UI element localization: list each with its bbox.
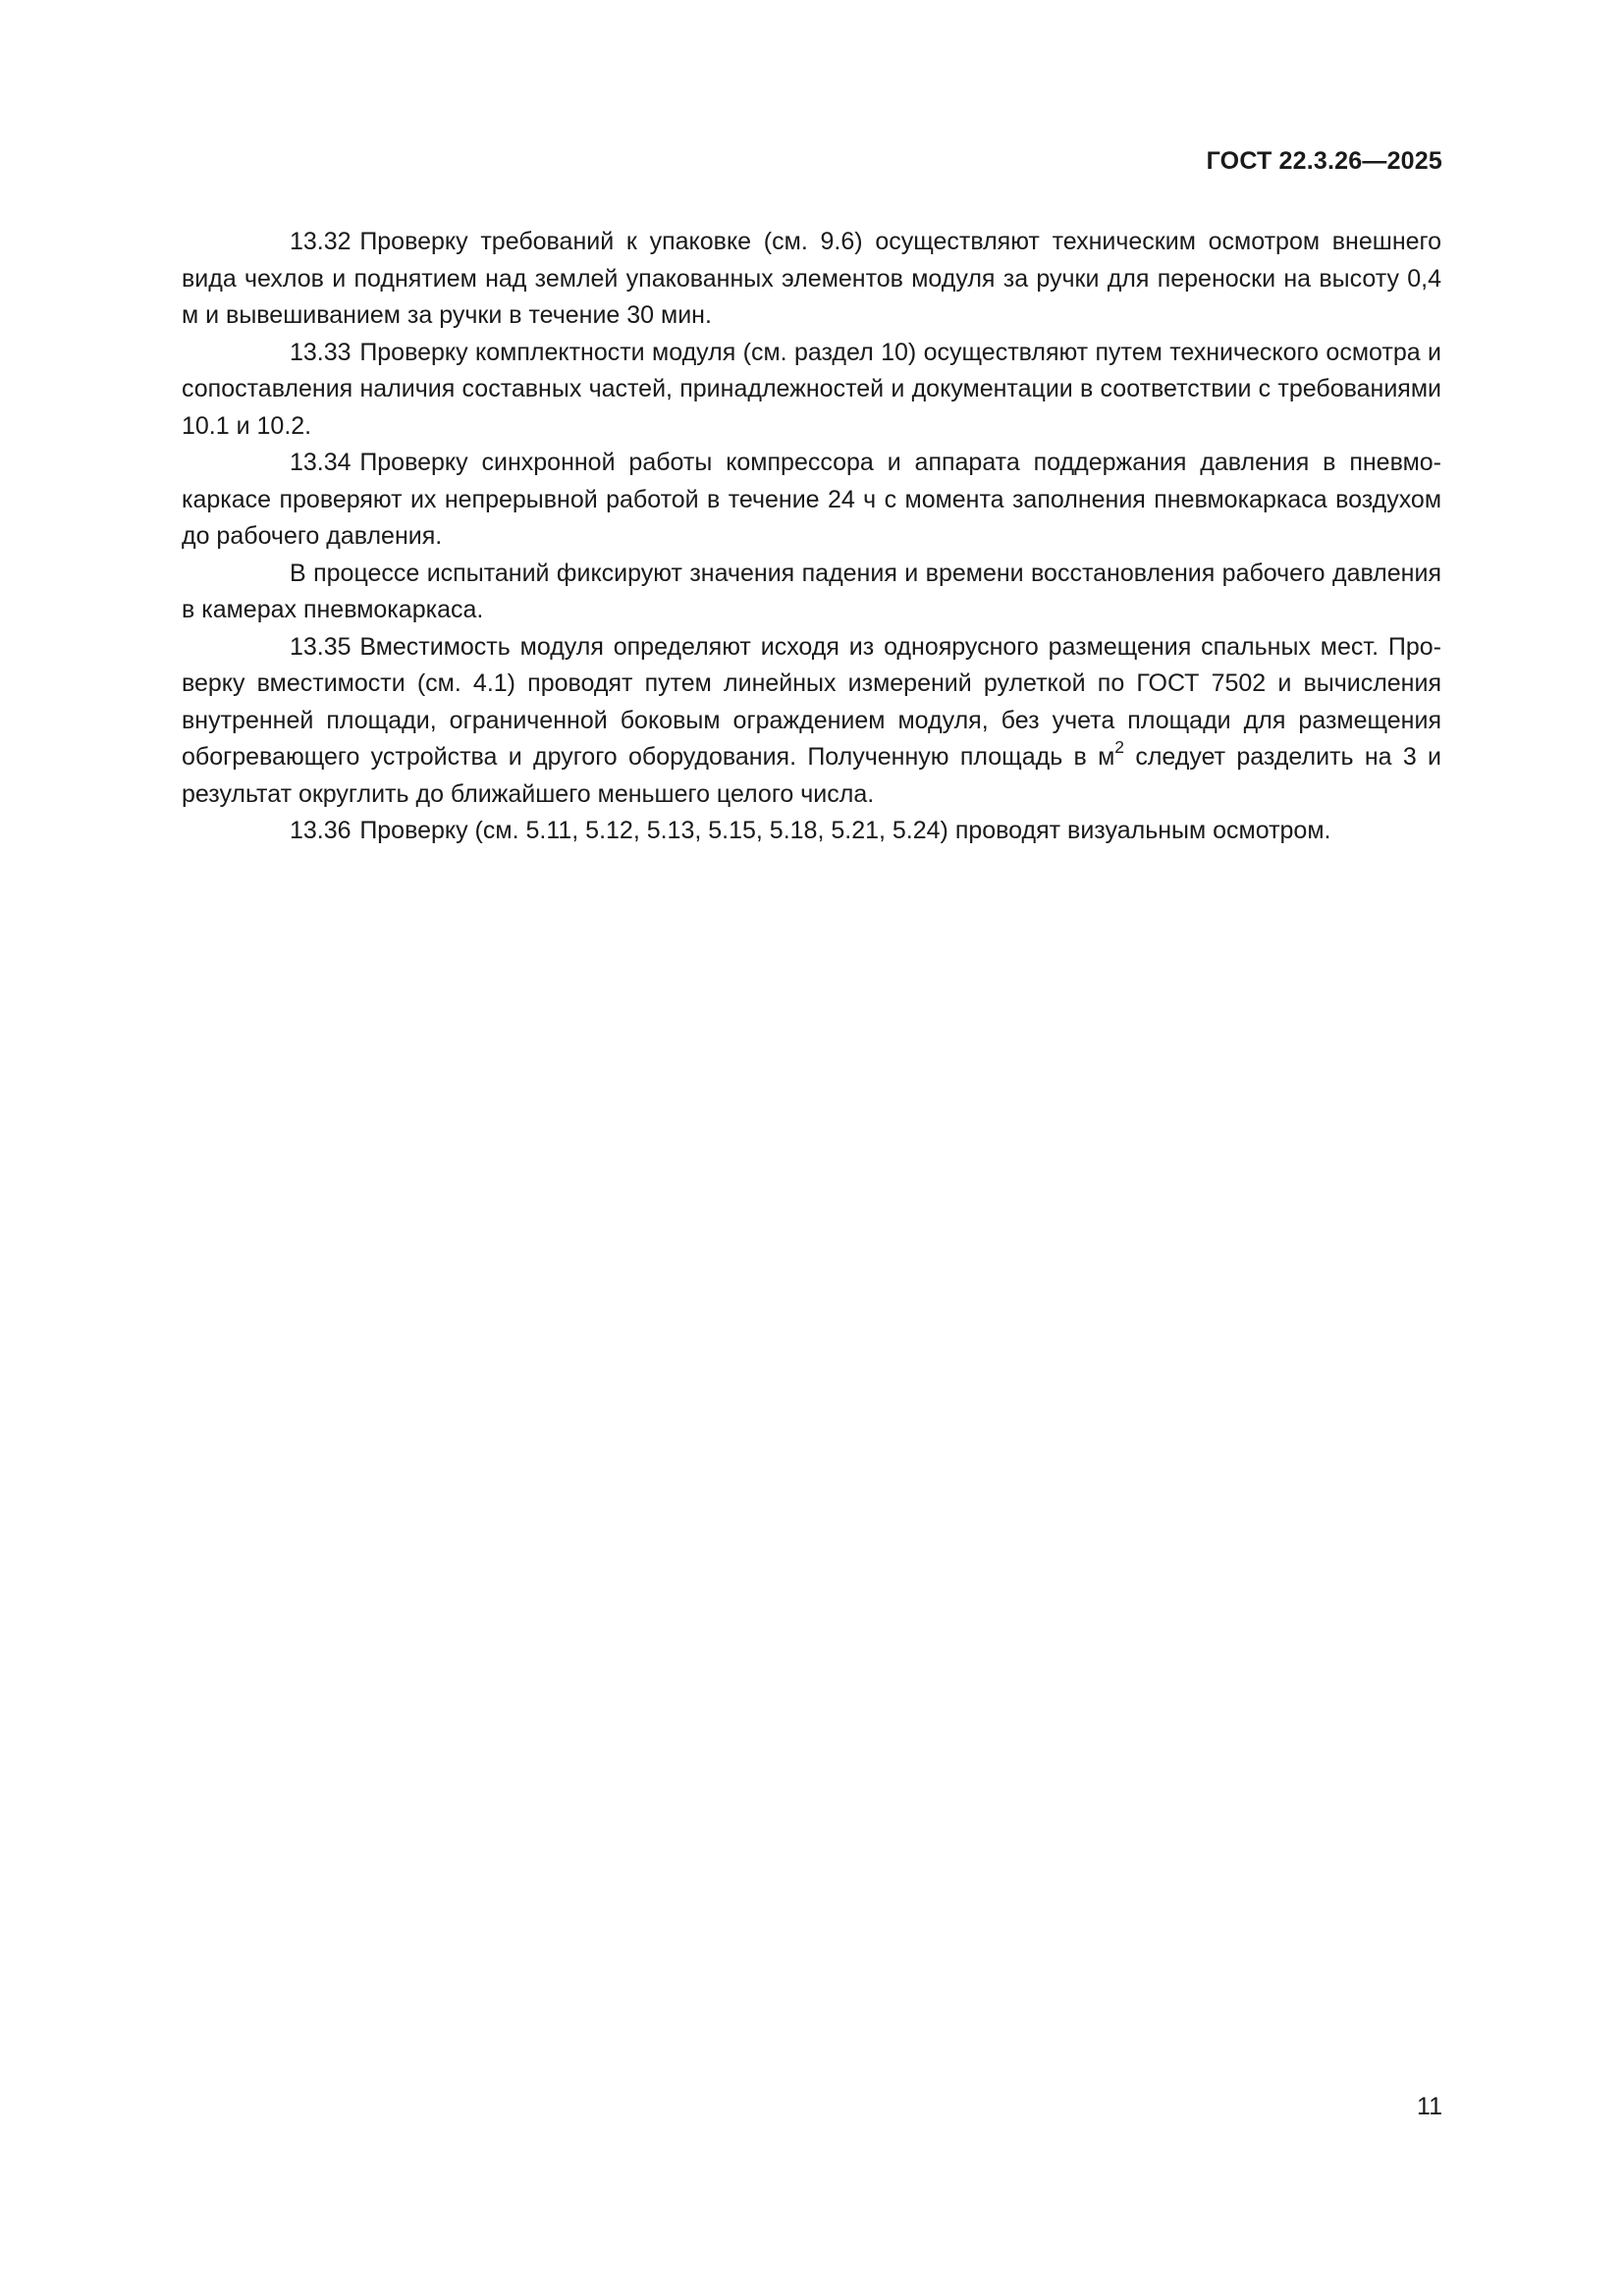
clause-number: 13.34 (290, 449, 352, 476)
clause-number: 13.33 (290, 338, 352, 366)
clause-text-continued: следует разделить на 3 и результат округлить до ближайшего меньшего целого числа. (182, 743, 1441, 808)
clause-text: Проверку требований к упаковке (см. 9.6) осуществляют техническим осмотром внешнего вида чехлов и поднятием над землей упакованных элементов модуля за ручки для переноски на высоту 0,4 м и вывешиванием за ручки в течение 30 мин. (182, 228, 1441, 329)
clause-text: Проверку синхронной работы компрессора и аппарата поддержания давления в пневмокаркасе проверяют их непрерывной работой в течение 24 ч с момента заполнения пневмокаркаса воздухом до рабочего давления. (182, 449, 1441, 550)
document-code-header: ГОСТ 22.3.26—2025 (1206, 147, 1442, 175)
clause-text: Вместимость модуля определяют исходя из одноярусного размещения спальных мест. Проверку вместимости (см. 4.1) проводят путем линейных измерений рулеткой по ГОСТ 7502 и вычисления внутренней площади, ограниченной боковым ограждением модуля, без учета площади для размещения обогревающего устройства и другого оборудования. Полученную площадь в м (182, 632, 1441, 771)
clause-number: 13.32 (290, 228, 352, 255)
clause-13-34-continued (182, 556, 1441, 629)
clause-13-32 (182, 224, 1441, 335)
document-body (182, 224, 1441, 850)
clause-13-36 (182, 813, 1441, 850)
clause-text: Проверку (см. 5.11, 5.12, 5.13, 5.15, 5.18, 5.21, 5.24) проводят визуальным осмотром. (359, 817, 1331, 844)
page-number: 11 (1417, 2093, 1442, 2120)
clause-13-35 (182, 629, 1441, 814)
clause-13-33 (182, 335, 1441, 446)
clause-text: В процессе испытаний фиксируют значения падения и времени восстановления рабочего давления в камерах пневмокаркаса. (182, 559, 1441, 623)
clause-number: 13.36 (290, 817, 352, 844)
clause-text: Проверку комплектности модуля (см. раздел 10) осуществляют путем технического осмотра и сопоставления наличия составных частей, принадлежностей и документации в соответствии с требованиями 10.1 и 10.2. (182, 338, 1441, 440)
clause-13-34 (182, 445, 1441, 556)
clause-number: 13.35 (290, 632, 352, 661)
superscript-exponent: 2 (1114, 737, 1125, 758)
